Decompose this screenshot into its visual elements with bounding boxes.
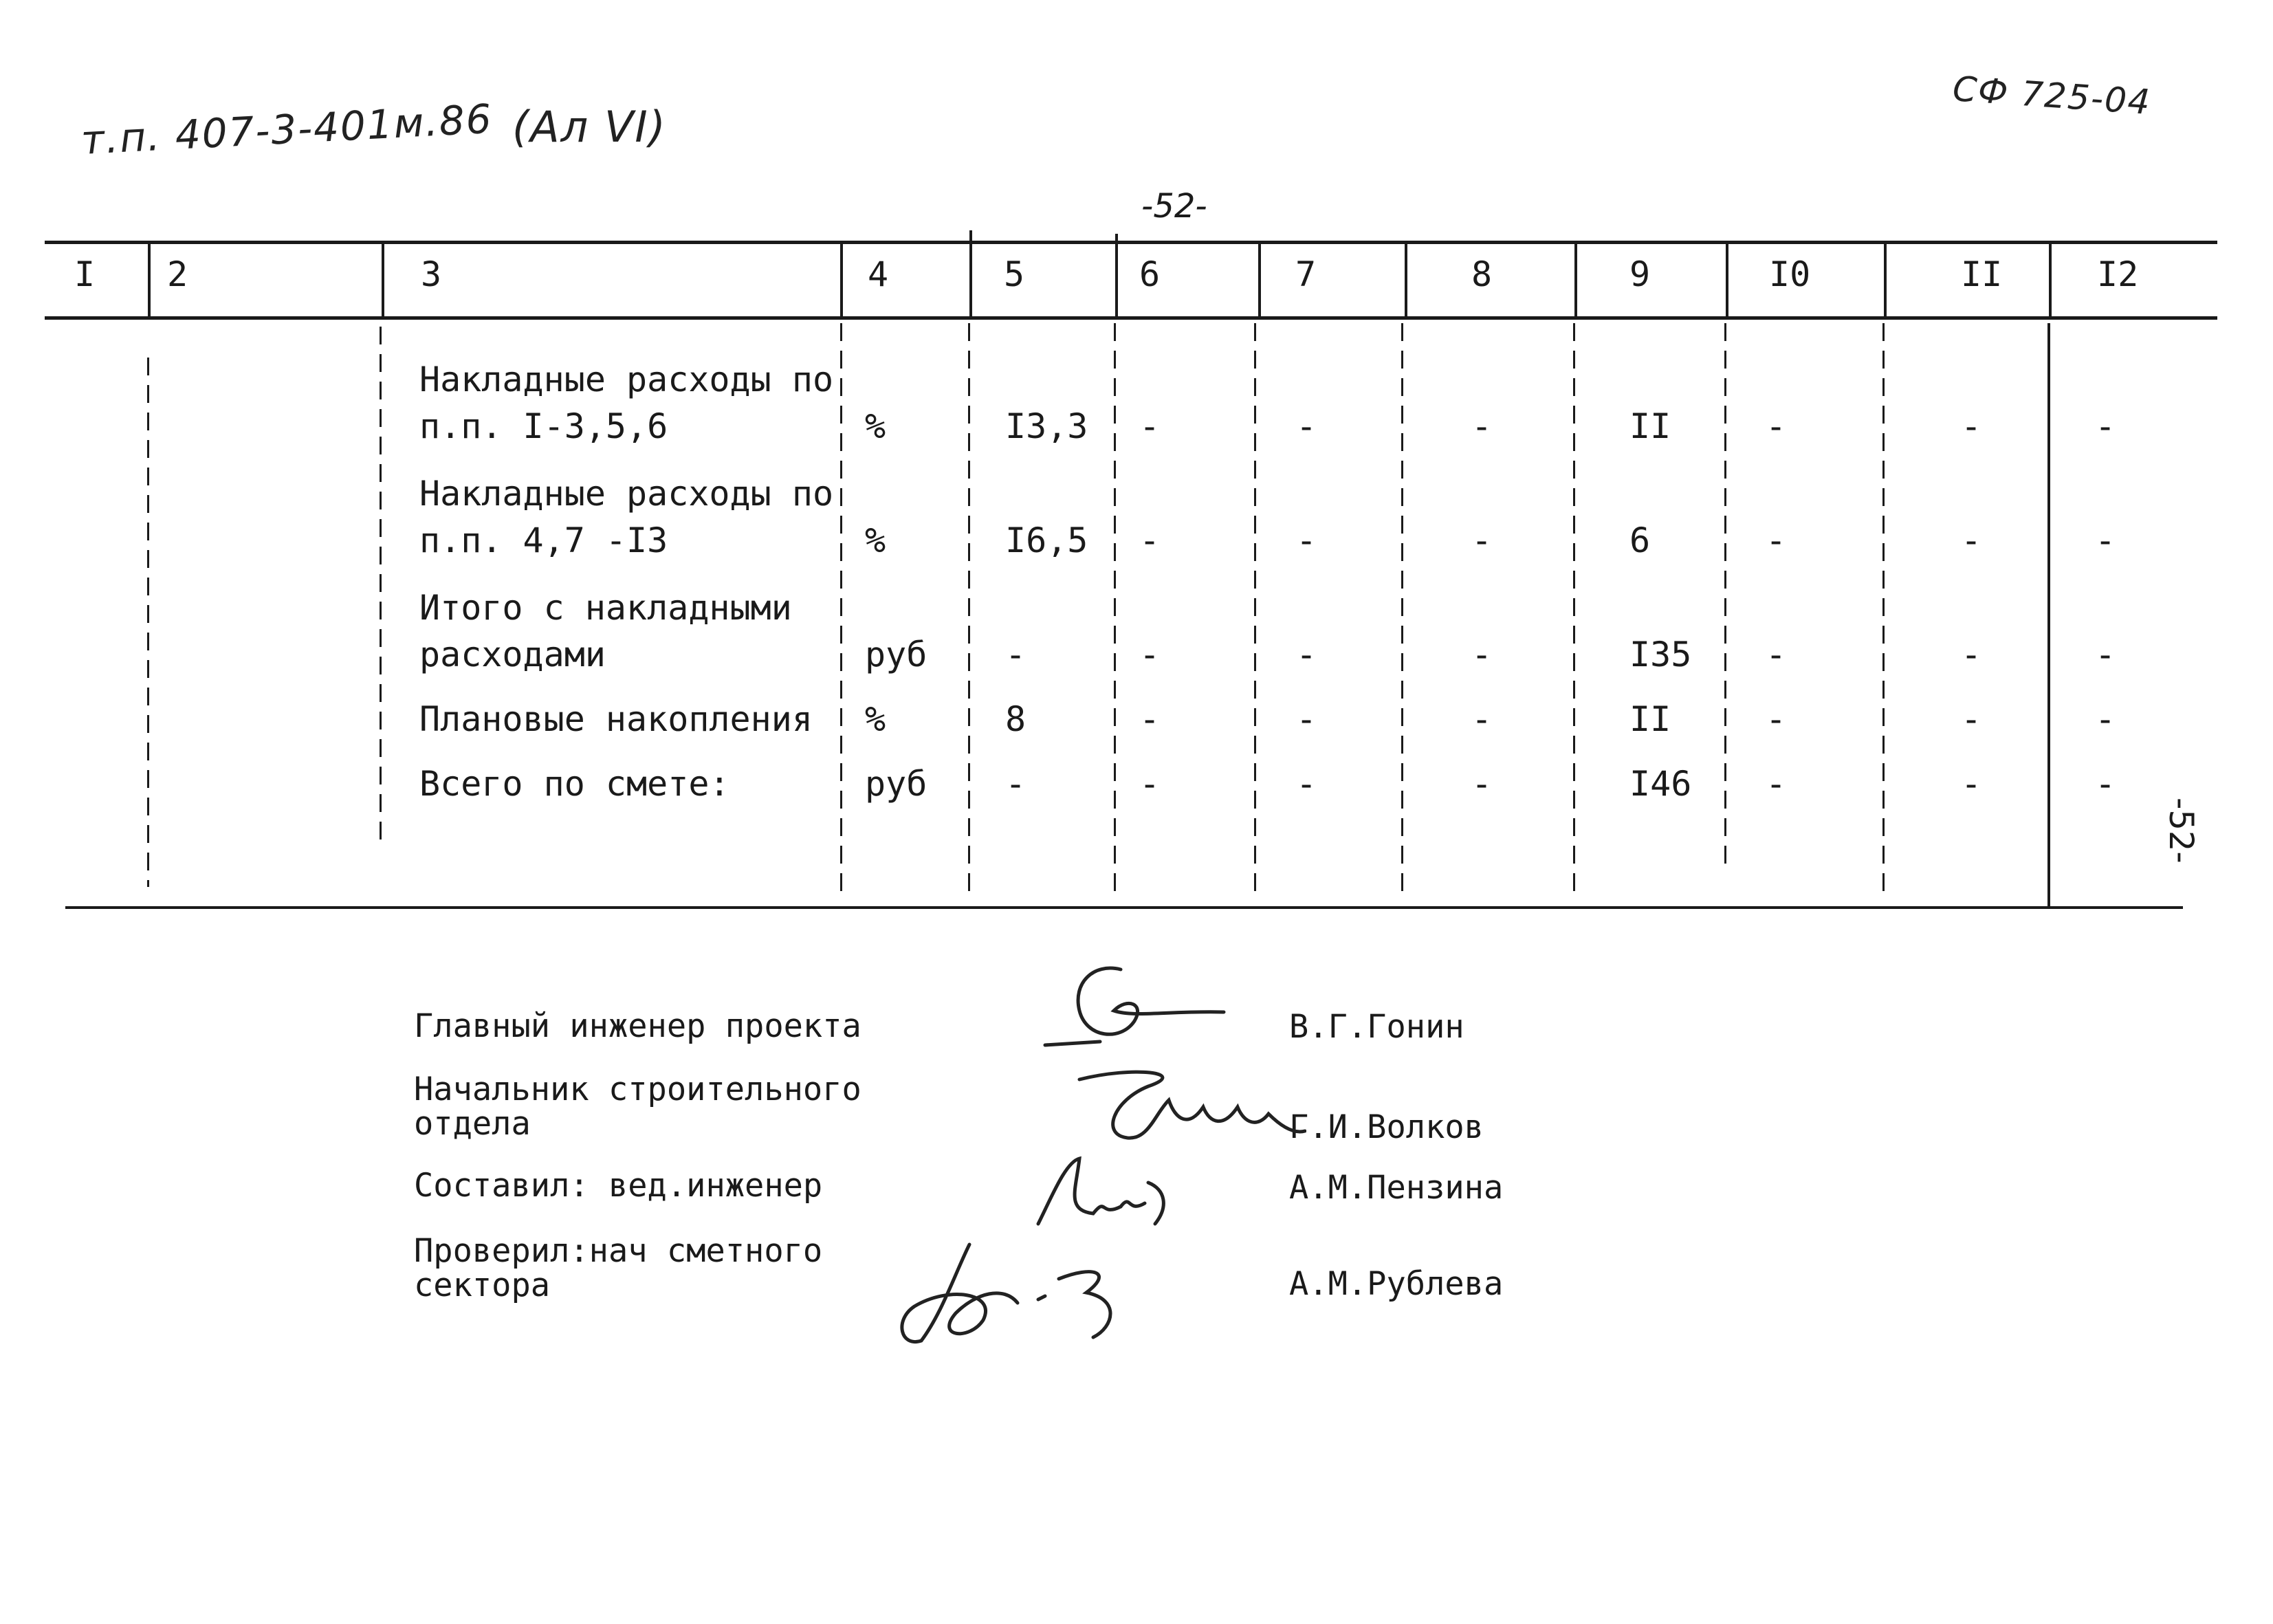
row-unit: % [865,520,886,560]
sheet-note: (Ал VI) [512,102,667,152]
signature-mark [1031,1059,1306,1155]
column-header-10: I0 [1769,254,1811,294]
cell-col9: I35 [1629,635,1692,674]
cell-col12: - [2095,520,2116,560]
cell-col7: - [1296,520,1317,560]
signature-role: отдела [414,1105,531,1143]
cell-col12: - [2095,699,2116,739]
column-header-5: 5 [1004,254,1025,294]
cell-col8: - [1471,764,1493,804]
signatory-name: А.М.Пензина [1289,1169,1504,1207]
header-col-sep [382,244,384,318]
header-col-sep [1574,244,1577,318]
row-description-line: Накладные расходы по [419,474,834,514]
cell-col8: - [1471,699,1493,739]
body-col-sep [1724,323,1726,873]
cell-col12: - [2095,406,2116,446]
cell-col12: - [2095,635,2116,674]
cell-col5: I6,5 [1005,520,1088,560]
column-header-8: 8 [1471,254,1493,294]
column-header-2: 2 [167,254,188,294]
cell-col8: - [1471,406,1493,446]
header-col-sep [969,230,972,318]
cell-col10: - [1766,406,1787,446]
cell-col9: II [1629,406,1671,446]
body-col-sep [1114,323,1116,894]
cell-col11: - [1961,520,1982,560]
header-col-sep [1726,244,1728,318]
header-col-sep [148,244,151,318]
signatory-name: Г.И.Волков [1289,1108,1484,1146]
cell-col5: - [1005,764,1026,804]
cell-col6: - [1139,635,1161,674]
body-col-sep [1882,323,1885,901]
cell-col6: - [1139,699,1161,739]
column-header-3: 3 [421,254,442,294]
header-col-sep [1258,244,1261,318]
column-header-7: 7 [1295,254,1317,294]
signature-mark [1018,956,1265,1066]
header-col-sep [840,244,843,318]
signatory-name: А.М.Рублева [1289,1265,1504,1303]
header-col-sep [2049,244,2052,318]
cell-col5: - [1005,635,1026,674]
column-header-1: I [74,254,96,294]
cell-col10: - [1766,764,1787,804]
signature-role: Начальник строительного [414,1071,861,1108]
cell-col11: - [1961,764,1982,804]
cell-col6: - [1139,406,1161,446]
row-description-line: Плановые накопления [419,699,813,739]
body-col-sep [1573,323,1575,901]
cell-col5: 8 [1005,699,1026,739]
body-col-sep [1401,323,1403,901]
cell-col9: I46 [1629,764,1692,804]
cell-col11: - [1961,406,1982,446]
cell-col7: - [1296,764,1317,804]
cell-col10: - [1766,699,1787,739]
body-col-sep [380,327,382,849]
signature-role: сектора [414,1266,551,1304]
document-reference: т.п. 407-3-401м.86 [80,95,494,164]
row-unit: руб [865,764,927,804]
row-unit: % [865,406,886,446]
cell-col8: - [1471,520,1493,560]
body-col-sep [2047,323,2050,906]
cell-col10: - [1766,520,1787,560]
table-header-rule [45,316,2217,320]
body-col-sep [1254,323,1256,894]
body-col-sep [147,358,149,887]
row-description-line: Накладные расходы по [419,360,834,399]
signature-role: Главный инженер проекта [414,1007,861,1045]
row-unit: % [865,699,886,739]
page-number-top: -52- [1141,187,1207,226]
corner-code: СФ 725-04 [1951,68,2153,123]
header-col-sep [1405,244,1407,318]
cell-col11: - [1961,699,1982,739]
header-col-sep [1884,244,1887,318]
cell-col7: - [1296,635,1317,674]
row-description-line: п.п. 4,7 -I3 [419,520,668,560]
signature-mark [887,1217,1176,1354]
body-col-sep [968,323,970,894]
table-top-rule [45,241,2217,244]
column-header-9: 9 [1629,254,1651,294]
cell-col7: - [1296,406,1317,446]
cell-col11: - [1961,635,1982,674]
cell-col9: II [1629,699,1671,739]
cell-col5: I3,3 [1005,406,1088,446]
column-header-4: 4 [868,254,889,294]
cell-col6: - [1139,764,1161,804]
row-description-line: расходами [419,635,606,674]
cell-col8: - [1471,635,1493,674]
cell-col7: - [1296,699,1317,739]
page-number-side: -52- [2162,798,2200,864]
signatory-name: В.Г.Гонин [1289,1008,1464,1046]
signature-role: Проверил:нач сметного [414,1232,823,1270]
row-description-line: п.п. I-3,5,6 [419,406,668,446]
table-bottom-rule [65,906,2183,909]
cell-col9: 6 [1629,520,1651,560]
column-header-6: 6 [1139,254,1161,294]
signature-role: Составил: вед.инженер [414,1167,823,1205]
cell-col12: - [2095,764,2116,804]
cell-col6: - [1139,520,1161,560]
header-col-sep [1115,234,1118,318]
row-unit: руб [865,635,927,674]
column-header-12: I2 [2097,254,2139,294]
row-description-line: Всего по смете: [419,764,730,804]
column-header-11: II [1961,254,2003,294]
cell-col10: - [1766,635,1787,674]
row-description-line: Итого с накладными [419,588,792,628]
body-col-sep [840,323,842,894]
